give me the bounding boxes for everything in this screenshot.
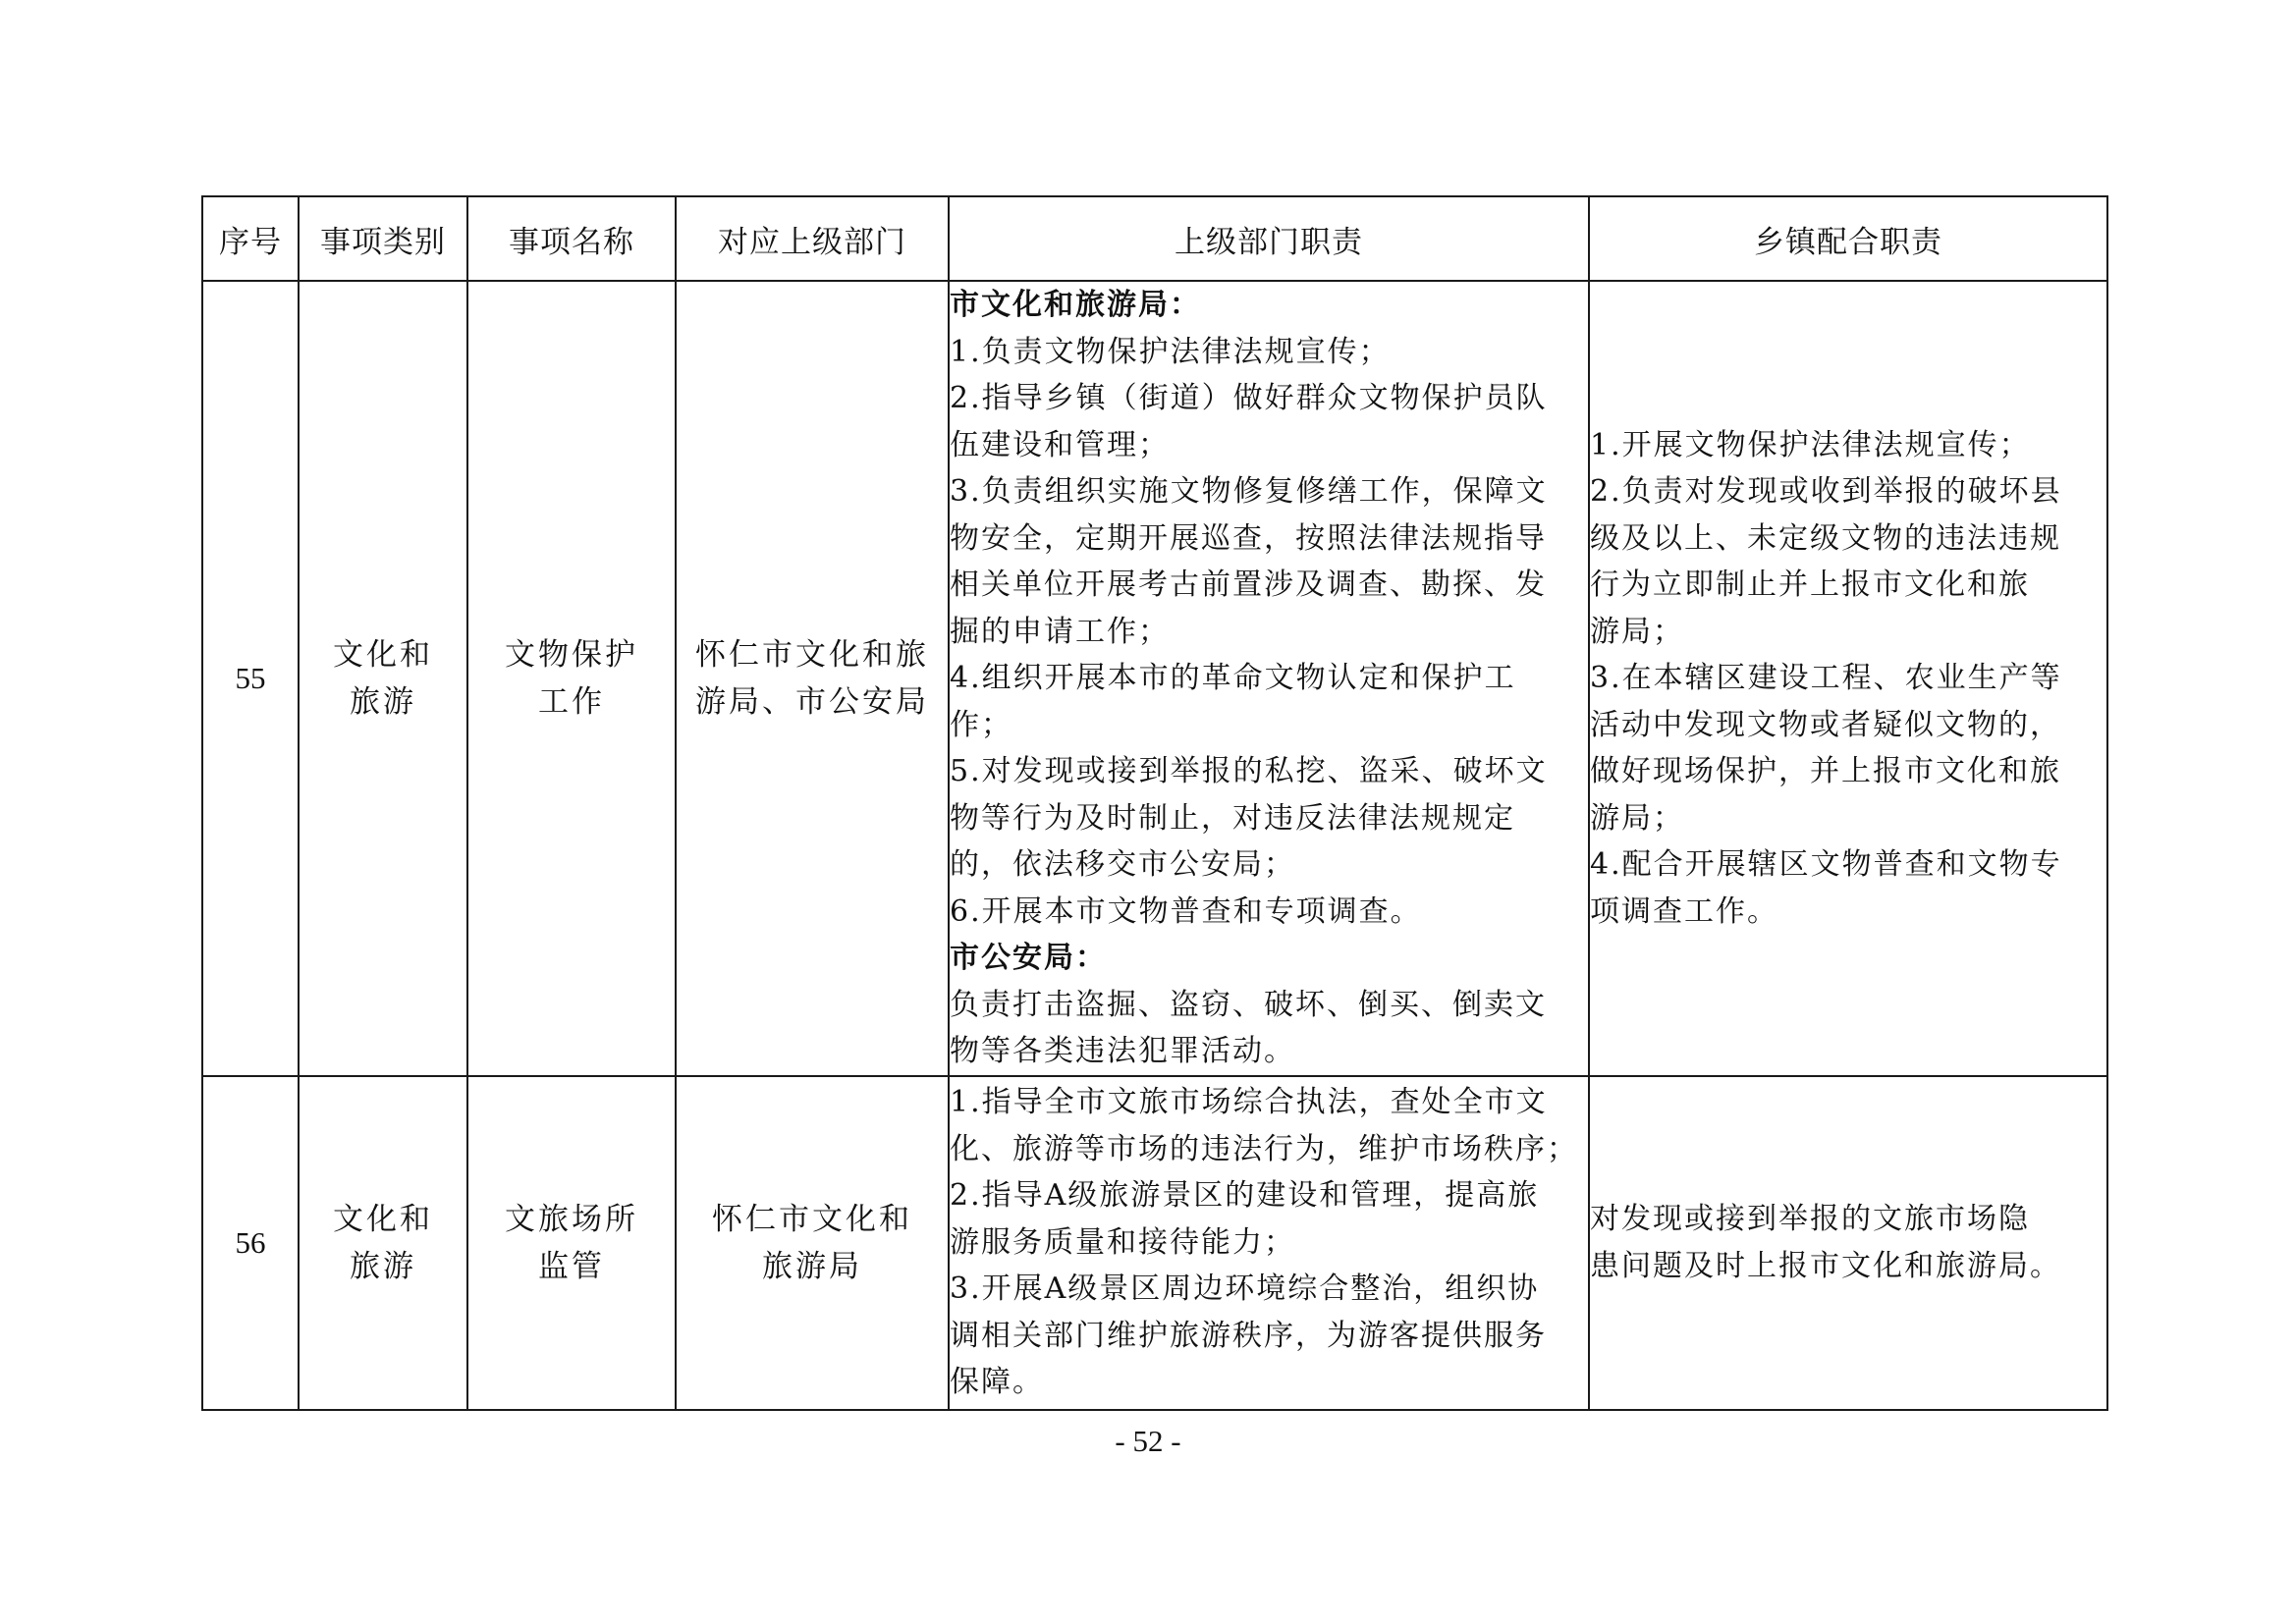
duty-line: 4.配合开展辖区文物普查和文物专 <box>1590 847 2062 882</box>
cell-line: 文化和 <box>333 636 433 673</box>
serial-number-cell: 56 <box>202 1076 299 1410</box>
duty-line: 3.在本辖区建设工程、农业生产等 <box>1590 661 2062 695</box>
duty-line: 对发现或接到举报的文旅市场隐 <box>1590 1202 2030 1236</box>
duty-line: 调相关部门维护旅游秩序，为游客提供服务 <box>950 1318 1547 1353</box>
table-header-row <box>202 196 2107 281</box>
cell-line: 旅游 <box>350 683 416 720</box>
duty-line: 化、旅游等市场的违法行为，维护市场秩序； <box>950 1131 1578 1166</box>
duty-heading: 市公安局： <box>950 941 1107 975</box>
item-name-cell <box>467 281 676 1076</box>
cell-line: 工作 <box>538 683 605 720</box>
duty-line: 伍建设和管理； <box>950 427 1170 462</box>
header-superior-duties: 上级部门职责 <box>949 196 1589 281</box>
duty-line: 保障。 <box>950 1365 1044 1400</box>
table-row <box>202 281 2107 1076</box>
duty-line: 做好现场保护，并上报市文化和旅 <box>1590 754 2061 788</box>
header-item-category: 事项类别 <box>299 196 467 281</box>
duty-line: 2.指导A级旅游景区的建设和管理，提高旅 <box>950 1178 1540 1214</box>
cell-line: 文旅场所 <box>505 1201 638 1237</box>
duty-line: 1.开展文物保护法律法规宣传； <box>1590 427 2031 462</box>
town-duties-cell <box>1589 281 2107 1076</box>
duty-line: 相关单位开展考古前置涉及调查、勘探、发 <box>950 568 1547 602</box>
serial-number-cell: 55 <box>202 281 299 1076</box>
duty-line: 物安全，定期开展巡查，按照法律法规指导 <box>950 520 1547 556</box>
cell-line: 文化和 <box>333 1201 433 1237</box>
header-serial-number: 序号 <box>202 196 299 281</box>
duty-line: 游局； <box>1590 614 1684 649</box>
duty-line: 负责打击盗掘、盗窃、破坏、倒买、倒卖文 <box>950 987 1547 1022</box>
cell-line: 怀仁市文化和旅 <box>695 636 929 673</box>
duty-line: 3.开展A级景区周边环境综合整治，组织协 <box>950 1271 1540 1307</box>
duty-heading: 市文化和旅游局： <box>950 288 1201 322</box>
page-number: - 52 - <box>1115 1424 1181 1458</box>
duty-table <box>201 195 2108 1411</box>
superior-duties-cell <box>949 281 1589 1076</box>
table-row <box>202 1076 2107 1410</box>
header-superior-department: 对应上级部门 <box>676 196 949 281</box>
town-duties-cell <box>1589 1076 2107 1410</box>
duty-line: 作； <box>950 707 1012 742</box>
item-category-cell <box>299 1076 467 1410</box>
duty-line: 1.指导全市文旅市场综合执法，查处全市文 <box>950 1085 1548 1120</box>
header-item-name: 事项名称 <box>467 196 676 281</box>
duty-line: 患问题及时上报市文化和旅游局。 <box>1590 1248 2061 1283</box>
cell-line: 怀仁市文化和 <box>712 1201 912 1237</box>
cell-line: 游局、市公安局 <box>695 683 929 720</box>
duty-line: 行为立即制止并上报市文化和旅 <box>1590 568 2030 602</box>
cell-line: 文物保护 <box>505 636 638 673</box>
duty-line: 活动中发现文物或者疑似文物的， <box>1590 707 2061 742</box>
duty-line: 6.开展本市文物普查和专项调查。 <box>950 893 1422 929</box>
item-category-cell <box>299 281 467 1076</box>
superior-department-cell <box>676 1076 949 1410</box>
header-town-duties: 乡镇配合职责 <box>1589 196 2107 281</box>
superior-duties-cell <box>949 1076 1589 1410</box>
duty-line: 5.对发现或接到举报的私挖、盗采、破坏文 <box>950 754 1548 788</box>
duty-line: 游局； <box>1590 800 1684 836</box>
superior-department-cell <box>676 281 949 1076</box>
cell-line: 旅游 <box>350 1248 416 1284</box>
item-name-cell <box>467 1076 676 1410</box>
duty-line: 级及以上、未定级文物的违法违规 <box>1590 520 2061 556</box>
duty-line: 的，依法移交市公安局； <box>950 847 1295 882</box>
duty-line: 物等行为及时制止，对违反法律法规规定 <box>950 800 1515 836</box>
duty-line: 4.组织开展本市的革命文物认定和保护工 <box>950 661 1516 695</box>
duty-line: 游服务质量和接待能力； <box>950 1224 1295 1260</box>
duty-line: 3.负责组织实施文物修复修缮工作，保障文 <box>950 474 1548 509</box>
duty-line: 2.负责对发现或收到举报的破坏县 <box>1590 474 2062 509</box>
duty-line: 掘的申请工作； <box>950 614 1170 649</box>
duty-line: 物等各类违法犯罪活动。 <box>950 1034 1295 1068</box>
duty-line: 1.负责文物保护法律法规宣传； <box>950 334 1391 369</box>
cell-line: 监管 <box>538 1248 605 1284</box>
duty-line: 项调查工作。 <box>1590 893 1778 929</box>
duty-line: 2.指导乡镇（街道）做好群众文物保护员队 <box>950 381 1548 415</box>
cell-line: 旅游局 <box>762 1248 862 1284</box>
